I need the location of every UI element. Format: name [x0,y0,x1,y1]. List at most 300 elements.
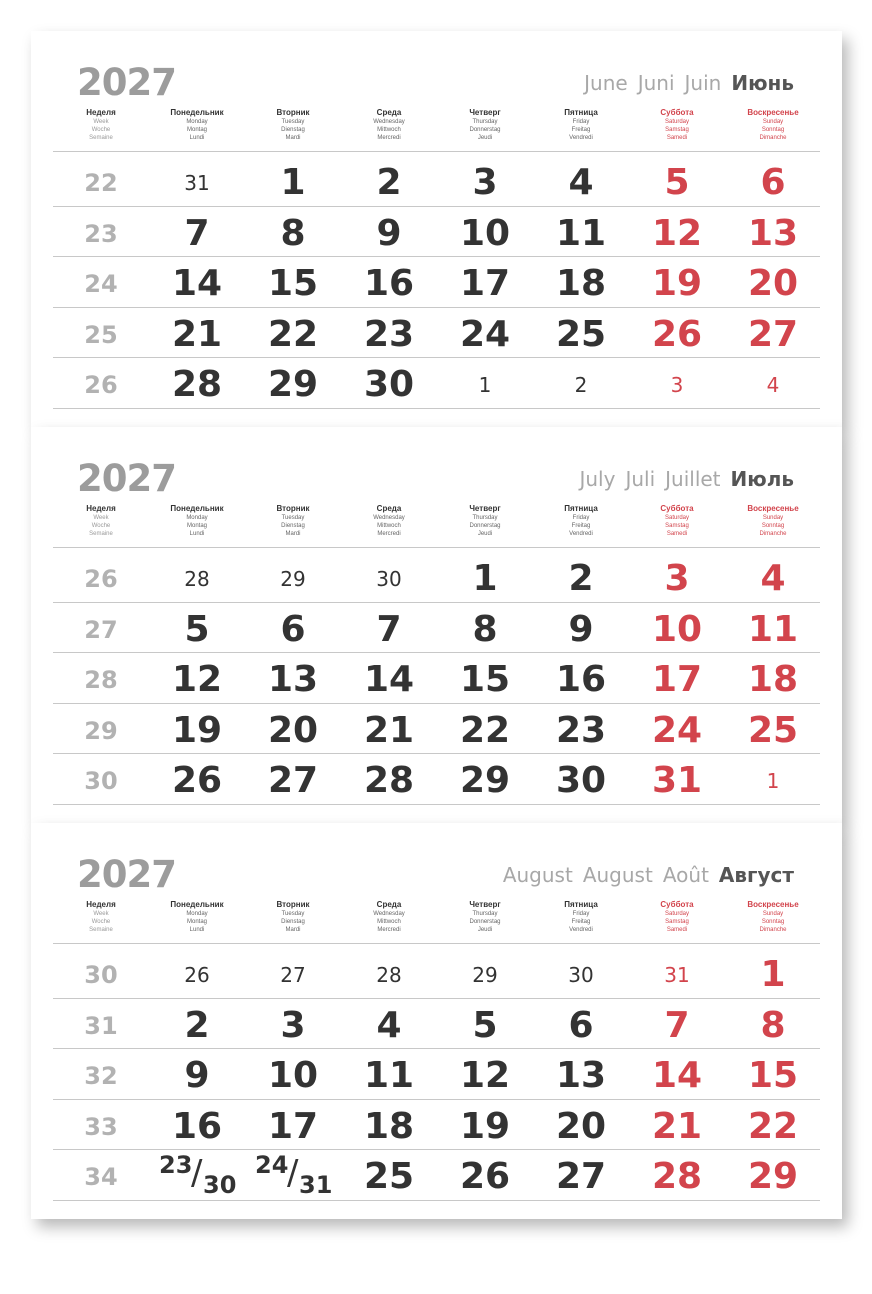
week-number: 22 [84,169,118,197]
weekday-name-l3: Mardi [285,927,301,933]
month-name-ru: Август [718,863,794,887]
weekday-name-ru: Четверг [469,108,501,117]
day-cell: 16 [555,659,607,701]
day-cell: 8 [280,212,306,254]
weekday-name-ru: Четверг [469,900,501,909]
month-panel [31,823,842,1219]
split-date-top: 24 [255,1151,289,1180]
weekday-name-l3: Samedi [666,927,688,933]
day-cell: 4 [766,373,780,398]
weekday-header-cell [149,900,245,934]
week-number: 30 [84,961,118,989]
day-cell: 14 [651,1055,703,1097]
week-header-l1: Week [93,911,109,917]
weekday-name-l2: Samstag [665,127,689,133]
day-cell: 3 [670,373,684,398]
month-name-ru: Июнь [731,71,794,95]
day-cell: 23 [555,709,607,751]
weekday-header-cell [149,504,245,538]
month-name-de: Juni [637,71,675,95]
day-cell: 22 [459,709,511,751]
weekday-name-l3: Dimanche [759,531,787,537]
day-cell: 21 [363,709,415,751]
week-number: 24 [84,270,118,299]
day-cell: 20 [267,709,319,751]
day-cell: 6 [568,1004,594,1046]
month-name-fr: Juin [684,71,722,95]
day-cell: 27 [267,760,319,802]
month-name-de: August [582,863,653,887]
day-cell: 2 [184,1004,210,1046]
weekday-header [53,900,820,944]
week-header [53,504,149,538]
weekday-name-l1: Wednesday [373,515,405,521]
week-row [53,1051,820,1101]
weekday-name-ru: Суббота [660,108,694,117]
weekday-name-l3: Samedi [666,531,688,537]
row-divider [53,753,820,754]
week-header-ru: Неделя [86,900,116,909]
weekday-name-l2: Mittwoch [377,127,401,133]
day-cell [245,1152,341,1202]
week-number: 28 [84,666,118,695]
day-cell: 26 [171,760,223,802]
weekday-name-l3: Lundi [189,927,205,933]
week-header-l2: Woche [91,127,111,133]
weekday-name-ru: Суббота [660,900,694,909]
weekday-name-l3: Vendredi [569,135,593,141]
day-cell: 15 [747,1055,799,1097]
weekday-name-l2: Dienstag [281,127,305,133]
weekday-header-cell [437,900,533,934]
day-cell: 4 [760,558,786,599]
weekday-name-l3: Mercredi [377,531,401,537]
day-cell: 29 [459,760,511,802]
weekday-name-l2: Freitag [571,127,591,133]
weekday-name-l2: Sonntag [761,127,785,133]
weekday-header-cell [437,108,533,142]
day-cell: 28 [184,567,210,591]
week-row [53,158,820,208]
day-cell: 28 [363,760,415,802]
day-cell: 4 [568,162,594,203]
week-header-ru: Неделя [86,504,116,513]
row-divider [53,652,820,653]
weekday-header [53,504,820,548]
day-cell: 1 [472,558,498,599]
weekday-name-l2: Donnerstag [469,127,501,133]
day-cell: 10 [267,1055,319,1097]
day-cell: 30 [568,963,594,987]
weekday-header-cell [725,900,821,934]
week-number: 26 [84,371,118,400]
week-header-l2: Woche [91,919,111,925]
day-cell: 12 [651,212,703,254]
day-cell: 30 [376,567,402,591]
day-cell: 7 [664,1004,690,1046]
day-cell: 1 [280,162,306,203]
week-header-l2: Woche [91,523,111,529]
weekday-name-l1: Wednesday [373,119,405,125]
weekday-name-ru: Понедельник [170,900,224,909]
header-divider [53,547,820,548]
day-cell: 14 [171,263,223,305]
week-header [53,108,149,142]
week-row [53,259,820,309]
week-number: 25 [84,320,118,349]
week-header [53,900,149,934]
day-cell: 6 [280,608,306,650]
week-number: 29 [84,716,118,745]
weekday-name-ru: Воскресенье [747,108,799,117]
month-name-ru: Июль [730,467,794,491]
split-date-top: 23 [159,1151,193,1180]
day-cell: 22 [747,1105,799,1147]
weekday-name-l3: Mercredi [377,927,401,933]
weekday-name-l3: Lundi [189,135,205,141]
weekday-header-cell [629,108,725,142]
year-label: 2027 [77,853,176,896]
day-cell: 4 [376,1004,402,1046]
day-cell: 2 [574,373,588,398]
day-cell [149,1152,245,1202]
weekday-header-cell [149,108,245,142]
day-cell: 22 [267,313,319,355]
month-names [584,71,794,95]
week-number: 30 [84,767,118,796]
day-cell: 1 [760,954,786,995]
weekday-name-l1: Thursday [472,119,498,125]
weekday-name-ru: Среда [376,900,402,909]
week-header-l1: Week [93,119,109,125]
weekday-header-cell [341,900,437,934]
month-name-en: June [584,71,628,95]
weekday-name-ru: Суббота [660,504,694,513]
weekday-name-l2: Montag [186,523,207,529]
day-cell: 31 [651,760,703,802]
weekday-header-cell [725,504,821,538]
day-cell: 14 [363,659,415,701]
year-label: 2027 [77,457,176,500]
row-divider [53,357,820,358]
week-number: 27 [84,615,118,644]
month-names [503,863,794,887]
week-header-ru: Неделя [86,108,116,117]
day-cell: 11 [555,212,607,254]
day-cell: 13 [747,212,799,254]
day-cell: 17 [459,263,511,305]
day-cell: 5 [664,162,690,203]
day-cell: 24 [459,313,511,355]
day-cell: 2 [568,558,594,599]
weekday-name-l1: Sunday [762,911,784,917]
day-cell: 12 [459,1055,511,1097]
weekday-name-l1: Friday [572,119,590,125]
day-cell: 26 [459,1156,511,1198]
weekday-name-l2: Dienstag [281,919,305,925]
day-cell: 19 [459,1105,511,1147]
day-cell: 29 [472,963,498,987]
header-divider [53,151,820,152]
weekday-name-l2: Freitag [571,919,591,925]
day-cell: 28 [376,963,402,987]
weekday-name-l1: Monday [186,911,208,917]
day-cell: 25 [747,709,799,751]
week-row [53,655,820,705]
day-cell: 5 [472,1004,498,1046]
weekday-name-l1: Thursday [472,911,498,917]
day-cell: 13 [555,1055,607,1097]
day-cell: 20 [747,263,799,305]
week-row [53,310,820,360]
week-number: 33 [84,1112,118,1141]
day-cell: 11 [747,608,799,650]
split-date-bottom: 30 [203,1171,237,1200]
row-divider [53,998,820,999]
weekday-name-l3: Jeudi [477,531,493,537]
weekday-name-l3: Dimanche [759,927,787,933]
day-cell: 18 [747,659,799,701]
header-divider [53,943,820,944]
weekday-name-ru: Среда [376,108,402,117]
day-cell: 6 [760,162,786,203]
month-names [579,467,794,491]
weekday-name-l1: Wednesday [373,911,405,917]
weekday-header-cell [245,108,341,142]
week-header-l1: Week [93,515,109,521]
day-cell: 5 [184,608,210,650]
day-cell: 15 [267,263,319,305]
weekday-name-l2: Samstag [665,919,689,925]
day-cell: 20 [555,1105,607,1147]
weekday-name-l1: Tuesday [281,911,305,917]
weekday-name-l3: Mercredi [377,135,401,141]
weekday-header-cell [533,108,629,142]
day-cell: 10 [459,212,511,254]
day-cell: 16 [171,1105,223,1147]
weekday-header-cell [533,504,629,538]
day-cell: 30 [555,760,607,802]
day-cell: 28 [651,1156,703,1198]
weekday-header-cell [725,108,821,142]
day-cell: 31 [184,171,210,195]
week-row [53,1152,820,1202]
day-cell: 10 [651,608,703,650]
day-cell: 8 [760,1004,786,1046]
weekday-name-l1: Sunday [762,119,784,125]
day-cell: 1 [766,769,780,794]
weekday-name-ru: Четверг [469,504,501,513]
week-number: 32 [84,1062,118,1091]
day-cell: 1 [478,373,492,398]
weekday-name-l2: Mittwoch [377,919,401,925]
weekday-header-cell [533,900,629,934]
day-cell: 2 [376,162,402,203]
weekday-name-ru: Среда [376,504,402,513]
split-date-bottom: 31 [299,1171,333,1200]
weekday-name-l2: Dienstag [281,523,305,529]
weekday-name-l2: Montag [186,919,207,925]
weekday-name-l2: Donnerstag [469,919,501,925]
weekday-name-l1: Tuesday [281,119,305,125]
day-cell: 19 [171,709,223,751]
day-cell: 9 [376,212,402,254]
weekday-name-l2: Montag [186,127,207,133]
day-cell: 26 [651,313,703,355]
weekday-header-cell [437,504,533,538]
day-cell: 26 [184,963,210,987]
day-cell: 9 [184,1055,210,1097]
row-divider [53,307,820,308]
weekday-name-l1: Saturday [664,515,689,521]
weekday-name-l3: Mardi [285,531,301,537]
weekday-name-l2: Mittwoch [377,523,401,529]
weekday-name-ru: Вторник [276,108,310,117]
weekday-name-l1: Friday [572,515,590,521]
week-row [53,756,820,806]
weekday-name-ru: Понедельник [170,504,224,513]
week-number: 34 [84,1163,118,1192]
day-cell: 18 [363,1105,415,1147]
weekday-header-cell [629,900,725,934]
weekday-name-l1: Friday [572,911,590,917]
weekday-name-l2: Sonntag [761,523,785,529]
weekday-name-l3: Jeudi [477,135,493,141]
weekday-name-l2: Donnerstag [469,523,501,529]
week-header-l3: Semaine [89,927,113,933]
row-divider [53,256,820,257]
week-header-l3: Semaine [89,135,113,141]
split-date-slash: / [191,1153,203,1194]
month-name-en: August [502,863,573,887]
weekday-name-l1: Thursday [472,515,498,521]
day-cell: 25 [363,1156,415,1198]
year-label: 2027 [77,61,176,104]
day-cell: 7 [376,608,402,650]
row-divider [53,703,820,704]
weekday-header-cell [341,504,437,538]
day-cell: 29 [267,364,319,406]
weekday-name-l3: Vendredi [569,531,593,537]
weekday-name-l1: Sunday [762,515,784,521]
day-cell: 13 [267,659,319,701]
day-cell: 30 [363,364,415,406]
week-row [53,554,820,604]
day-cell: 17 [651,659,703,701]
month-name-en: July [579,467,616,491]
weekday-name-l3: Mardi [285,135,301,141]
row-divider [53,1200,820,1201]
day-cell: 8 [472,608,498,650]
weekday-name-l3: Vendredi [569,927,593,933]
day-cell: 16 [363,263,415,305]
split-date [157,1152,237,1202]
split-date [253,1152,333,1202]
weekday-name-ru: Воскресенье [747,900,799,909]
day-cell: 23 [363,313,415,355]
week-row [53,706,820,756]
day-cell: 21 [651,1105,703,1147]
day-cell: 3 [664,558,690,599]
day-cell: 29 [280,567,306,591]
day-cell: 17 [267,1105,319,1147]
week-number: 23 [84,219,118,248]
weekday-header-cell [245,900,341,934]
week-number: 26 [84,565,118,593]
month-panel [31,427,842,823]
week-number: 31 [84,1011,118,1040]
weekday-name-ru: Вторник [276,504,310,513]
month-name-de: Juli [625,467,656,491]
day-cell: 24 [651,709,703,751]
month-name-fr: Août [662,863,709,887]
day-cell: 27 [555,1156,607,1198]
day-cell: 11 [363,1055,415,1097]
day-cell: 27 [280,963,306,987]
week-header-l3: Semaine [89,531,113,537]
weekday-name-l3: Jeudi [477,927,493,933]
week-row [53,209,820,259]
week-row [53,950,820,1000]
row-divider [53,1099,820,1100]
weekday-name-l2: Sonntag [761,919,785,925]
week-row [53,360,820,410]
weekday-header-cell [629,504,725,538]
weekday-name-ru: Пятница [564,900,598,909]
day-cell: 29 [747,1156,799,1198]
day-cell: 21 [171,313,223,355]
weekday-name-l2: Samstag [665,523,689,529]
day-cell: 25 [555,313,607,355]
day-cell: 31 [664,963,690,987]
day-cell: 28 [171,364,223,406]
week-row [53,605,820,655]
row-divider [53,408,820,409]
day-cell: 3 [280,1004,306,1046]
day-cell: 15 [459,659,511,701]
weekday-name-l1: Monday [186,515,208,521]
day-cell: 12 [171,659,223,701]
day-cell: 19 [651,263,703,305]
day-cell: 18 [555,263,607,305]
weekday-name-ru: Воскресенье [747,504,799,513]
weekday-name-ru: Понедельник [170,108,224,117]
weekday-header-cell [341,108,437,142]
weekday-name-ru: Пятница [564,108,598,117]
day-cell: 27 [747,313,799,355]
month-panel [31,31,842,427]
day-cell: 7 [184,212,210,254]
row-divider [53,804,820,805]
weekday-header [53,108,820,152]
weekday-name-l1: Tuesday [281,515,305,521]
weekday-name-ru: Пятница [564,504,598,513]
weekday-name-l2: Freitag [571,523,591,529]
weekday-name-l1: Saturday [664,911,689,917]
week-row [53,1001,820,1051]
row-divider [53,1048,820,1049]
split-date-slash: / [287,1153,299,1194]
month-name-fr: Juillet [665,467,721,491]
row-divider [53,602,820,603]
day-cell: 9 [568,608,594,650]
weekday-name-l3: Samedi [666,135,688,141]
row-divider [53,206,820,207]
weekday-name-l3: Lundi [189,531,205,537]
weekday-name-l3: Dimanche [759,135,787,141]
weekday-name-l1: Saturday [664,119,689,125]
weekday-name-l1: Monday [186,119,208,125]
